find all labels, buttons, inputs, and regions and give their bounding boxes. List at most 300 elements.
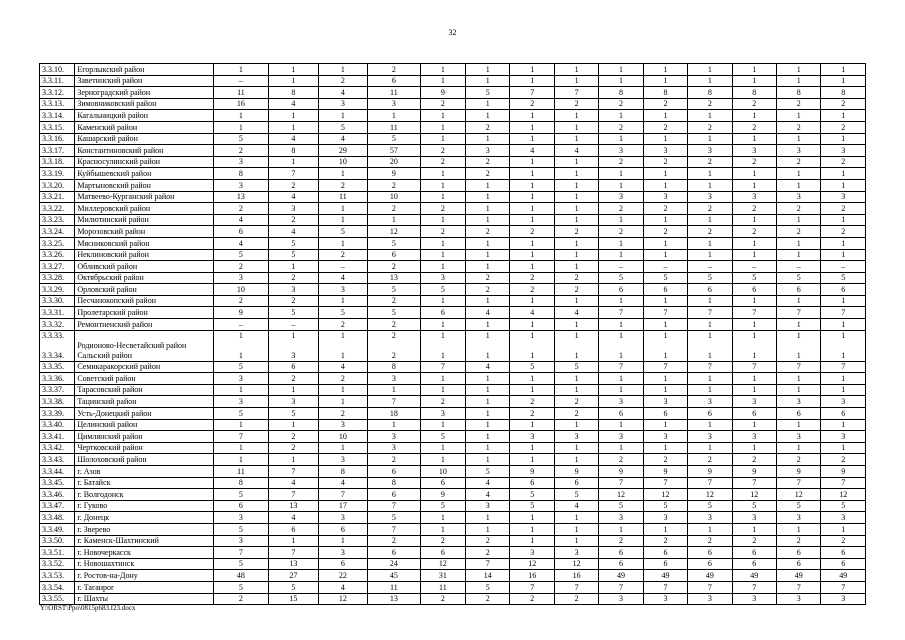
row-value-13: 9 [777,466,821,478]
row-value-9: 1 [599,133,643,145]
row-code: 3.3.39. [40,408,75,420]
row-code: 3.3.11. [40,75,75,87]
row-value-12: 3 [732,145,776,157]
row-value-3: 1 [318,442,367,454]
row-value-6: 1 [466,191,510,203]
row-code: 3.3.18. [40,156,75,168]
row-value-5: 3 [420,408,465,420]
row-value-11: 1 [688,64,732,76]
row-district-name: г. Волгодонск [75,489,213,501]
row-value-13: 3 [777,512,821,524]
row-value-1: 6 [213,226,269,238]
row-value-7: 1 [510,249,554,261]
row-value-7: 4 [510,307,554,319]
row-value-12: 6 [732,558,776,570]
row-value-14: 1 [821,168,866,180]
row-value-9: 6 [599,558,643,570]
row-value-3: 3 [318,547,367,559]
row-value-6: 1 [466,384,510,396]
table-row [40,361,866,373]
row-district-name: Целинский район [75,419,213,431]
row-value-4: 7 [368,396,421,408]
row-value-8: 5 [554,361,598,373]
row-value-5: 12 [420,558,465,570]
row-value-9: 1 [599,419,643,431]
row-value-14: 9 [821,466,866,478]
row-value-10: 2 [643,226,687,238]
row-value-13: 7 [777,581,821,593]
row-value-7: 1 [510,319,554,331]
row-value-8: 1 [554,535,598,547]
row-value-8: 7 [554,87,598,99]
row-value-1: 48 [213,570,269,582]
row-value-7: 1 [510,203,554,215]
row-value-13: 7 [777,477,821,489]
row-value-4: 45 [368,570,421,582]
row-value-11: 1 [688,168,732,180]
row-value-12: 1 [732,237,776,249]
row-value-8: 2 [554,593,598,605]
row-value-14: 1 [821,64,866,76]
row-value-5: 6 [420,547,465,559]
row-value-11: 1 [688,419,732,431]
row-value-5: 1 [420,295,465,307]
row-value-10: 1 [643,523,687,535]
row-value-13: 1 [777,133,821,145]
row-value-4: 5 [368,237,421,249]
row-value-7: 1 [510,168,554,180]
row-value-9: 9 [599,466,643,478]
row-value-6: 1 [466,319,510,331]
row-value-9: 2 [599,121,643,133]
table-row [40,87,866,99]
row-value-12: 1 [732,373,776,385]
row-value-1: – [213,75,269,87]
row-district-name: г. Донецк [75,512,213,524]
row-value-2: 2 [269,214,318,226]
row-district-name: г. Азов [75,466,213,478]
row-value-4: 5 [368,133,421,145]
row-value-8: 1 [554,249,598,261]
row-value-6: 7 [466,558,510,570]
row-value-4: 1 [368,214,421,226]
row-value-13: 3 [777,396,821,408]
row-code: 3.3.37. [40,384,75,396]
row-value-7: 1 [510,512,554,524]
row-value-5: 5 [420,431,465,443]
row-value-12: 1 [732,384,776,396]
row-value-7: 4 [510,145,554,157]
row-code: 3.3.22. [40,203,75,215]
row-value-14: 7 [821,477,866,489]
row-value-8: 1 [554,523,598,535]
row-value-13: 1 [777,419,821,431]
row-value-5: 1 [420,191,465,203]
row-value-9: 3 [599,191,643,203]
row-value-3: 1 [318,384,367,396]
row-value-3: 6 [318,523,367,535]
row-value-3: – [318,261,367,273]
row-value-8: 1 [554,203,598,215]
row-value-10: 7 [643,477,687,489]
row-value-5: 1 [420,179,465,191]
row-district-name: Шолоховский район [75,454,213,466]
row-value-11: – [688,261,732,273]
row-value-8: 1 [554,419,598,431]
row-value-6: 1 [466,442,510,454]
row-value-14: 3 [821,191,866,203]
row-value-1: 3 [213,156,269,168]
row-value-2: 8 [269,145,318,157]
row-value-5: 2 [420,156,465,168]
row-district-name: Зимовниковский район [75,98,213,110]
row-value-3: 11 [318,191,367,203]
row-value-1: 6 [213,500,269,512]
row-value-1: 5 [213,408,269,420]
table-row [40,203,866,215]
table-row [40,261,866,273]
table-row [40,295,866,307]
row-value-8: 2 [554,284,598,296]
row-value-8: 1 [554,179,598,191]
row-code: 3.3.23. [40,214,75,226]
row-value-1: 1 [213,442,269,454]
row-value-12: 1 [732,295,776,307]
row-code: 3.3.54. [40,581,75,593]
row-value-9: 1 [599,319,643,331]
row-value-13: 3 [777,593,821,605]
row-value-9: 1 [599,523,643,535]
row-value-9: 5 [599,500,643,512]
row-value-11: 12 [688,489,732,501]
row-district-name: г. Гуково [75,500,213,512]
row-value-10: 1 [643,214,687,226]
row-value-2: 4 [269,226,318,238]
row-value-1: 5 [213,558,269,570]
row-value-3: 5 [318,121,367,133]
row-value-11: 7 [688,477,732,489]
row-value-2: 7 [269,489,318,501]
row-value-11: 1 [688,373,732,385]
row-value-5: 5 [420,500,465,512]
row-value-9: 1 [599,64,643,76]
row-value-1: 1 [213,110,269,122]
table-row [40,500,866,512]
row-value-10: 7 [643,307,687,319]
row-value-2: 4 [269,477,318,489]
row-value-14: 7 [821,307,866,319]
row-value-12: – [732,261,776,273]
row-value-7: 5 [510,489,554,501]
row-value-8: 2 [554,226,598,238]
row-value-10: 6 [643,284,687,296]
row-value-9: 12 [599,489,643,501]
row-value-11: 1 [688,237,732,249]
row-value-9: 1 [599,237,643,249]
row-value-12: 2 [732,226,776,238]
row-value-7: 1 [510,75,554,87]
row-value-1: 5 [213,133,269,145]
row-value-1: 5 [213,249,269,261]
row-value-13: 1 [777,75,821,87]
row-value-3: 1 [318,168,367,180]
row-value-10: 1 [643,75,687,87]
table-row [40,319,866,331]
row-code: 3.3.52. [40,558,75,570]
row-value-9: 2 [599,98,643,110]
row-value-1: 1 [213,121,269,133]
row-value-10: 1 [643,179,687,191]
row-value-10: 6 [643,558,687,570]
row-district-name: Милютинский район [75,214,213,226]
row-value-6: 1 [466,431,510,443]
row-value-10: 3 [643,593,687,605]
row-value-3: 10 [318,156,367,168]
row-value-3: 1 [318,214,367,226]
row-value-2: 2 [269,179,318,191]
row-value-13: 1 1 [777,330,821,361]
row-value-8: 3 [554,431,598,443]
row-value-10: 1 [643,110,687,122]
row-value-12: 1 [732,214,776,226]
row-value-8: 1 [554,454,598,466]
row-code: 3.3.38. [40,396,75,408]
row-value-4: 7 [368,523,421,535]
row-value-12: 1 [732,442,776,454]
row-value-1: 2 [213,593,269,605]
row-value-9: 1 [599,384,643,396]
row-value-3: 10 [318,431,367,443]
row-value-10: 2 [643,121,687,133]
row-value-11: 1 [688,319,732,331]
row-value-10: – [643,261,687,273]
row-value-11: 2 [688,121,732,133]
row-value-6: 5 [466,87,510,99]
row-value-6: 2 [466,121,510,133]
row-code: 3.3.51. [40,547,75,559]
row-value-2: 2 [269,431,318,443]
row-value-12: 6 [732,408,776,420]
row-code: 3.3.14. [40,110,75,122]
row-value-3: 3 [318,512,367,524]
row-value-5: 6 [420,477,465,489]
table-row [40,547,866,559]
table-row [40,214,866,226]
row-district-name: Пролетарский район [75,307,213,319]
row-value-11: 7 [688,581,732,593]
row-value-5: 1 [420,523,465,535]
table-row [40,477,866,489]
row-code: 3.3.28. [40,272,75,284]
row-value-7: 1 [510,191,554,203]
row-value-11: 3 [688,431,732,443]
row-value-6: 2 [466,284,510,296]
row-value-14: 5 [821,272,866,284]
row-value-5: 1 [420,261,465,273]
row-value-4: 12 [368,226,421,238]
row-code: 3.3.50. [40,535,75,547]
data-table [39,63,866,605]
row-value-1: 7 [213,547,269,559]
row-code: 3.3.31. [40,307,75,319]
row-value-8: 7 [554,581,598,593]
row-district-name: г. Зверево [75,523,213,535]
row-value-3: 1 1 [318,330,367,361]
row-value-8: 1 [554,261,598,273]
row-value-13: 1 [777,214,821,226]
row-value-8: 1 [554,75,598,87]
row-value-1: 16 [213,98,269,110]
row-district-name: Ремонтненский район [75,319,213,331]
row-value-11: 6 [688,408,732,420]
row-value-3: 3 [318,454,367,466]
row-value-7: 1 [510,179,554,191]
row-value-3: 4 [318,133,367,145]
row-value-2: 2 [269,295,318,307]
row-value-4: 2 [368,454,421,466]
table-row [40,408,866,420]
row-value-11: 5 [688,500,732,512]
row-value-10: 2 [643,454,687,466]
row-value-14: 5 [821,500,866,512]
row-value-6: 1 [466,237,510,249]
row-value-12: 1 [732,523,776,535]
row-value-6: 1 [466,249,510,261]
row-value-3: 4 [318,272,367,284]
row-value-7: 2 [510,98,554,110]
row-code: 3.3.43. [40,454,75,466]
row-value-12: 3 [732,191,776,203]
row-value-6: 1 [466,133,510,145]
row-value-7: 2 [510,593,554,605]
row-value-7: 1 [510,237,554,249]
row-district-name: Чертковский район [75,442,213,454]
row-value-11: 2 [688,226,732,238]
row-district-name: Зерноградский район [75,87,213,99]
table-row [40,284,866,296]
table-row [40,98,866,110]
row-value-6: 1 [466,64,510,76]
row-value-2: 5 [269,307,318,319]
row-value-5: 11 [420,581,465,593]
row-value-7: 3 [510,547,554,559]
row-value-4: 3 [368,431,421,443]
row-value-2: 13 [269,558,318,570]
row-district-name: Матвеево-Курганский район [75,191,213,203]
row-value-2: 4 [269,512,318,524]
row-value-4: 3 [368,98,421,110]
row-value-7: 9 [510,466,554,478]
row-value-13: 1 [777,442,821,454]
row-value-7: 16 [510,570,554,582]
row-value-5: 1 [420,64,465,76]
row-value-13: 1 [777,373,821,385]
row-value-2: 1 [269,535,318,547]
row-value-3: 22 [318,570,367,582]
row-district-name: г. Каменск-Шахтинский [75,535,213,547]
row-value-1: 1 [213,454,269,466]
row-value-8: 1 [554,319,598,331]
row-value-11: 7 [688,361,732,373]
row-value-1: 2 [213,145,269,157]
row-value-9: 6 [599,547,643,559]
row-value-2: 7 [269,466,318,478]
row-value-10: 1 [643,295,687,307]
row-value-1: 5 [213,523,269,535]
row-value-13: 1 [777,523,821,535]
row-value-10: 3 [643,396,687,408]
row-value-2: 4 [269,133,318,145]
row-value-11: 1 [688,110,732,122]
row-value-5: 31 [420,570,465,582]
row-value-5: 3 [420,272,465,284]
row-value-12: 5 [732,272,776,284]
row-value-7: 12 [510,558,554,570]
row-value-8: 1 [554,373,598,385]
row-value-1: 5 [213,581,269,593]
row-code: 3.3.24. [40,226,75,238]
row-value-10: 2 [643,156,687,168]
row-value-11: 1 [688,249,732,261]
row-value-1: 2 [213,203,269,215]
row-value-13: 1 [777,319,821,331]
row-value-5: 2 [420,203,465,215]
row-value-2: – [269,319,318,331]
row-value-12: 2 [732,98,776,110]
row-value-13: 3 [777,145,821,157]
row-value-11: 7 [688,307,732,319]
row-value-9: 2 [599,156,643,168]
row-value-10: 1 [643,442,687,454]
row-value-9: 1 [599,168,643,180]
row-value-4: 2 [368,203,421,215]
row-value-12: 3 [732,431,776,443]
row-value-5: 10 [420,466,465,478]
row-value-12: 6 [732,284,776,296]
row-value-10: 1 [643,419,687,431]
row-value-7: 1 [510,535,554,547]
row-district-name: Неклиновский район [75,249,213,261]
row-value-10: 1 [643,384,687,396]
row-value-7: 1 1 [510,330,554,361]
row-value-8: 1 [554,110,598,122]
row-value-12: 3 [732,396,776,408]
row-value-10: 1 [643,133,687,145]
row-code: 3.3.19. [40,168,75,180]
row-value-2: 8 [269,87,318,99]
row-value-14: 7 [821,581,866,593]
row-value-1: 3 [213,272,269,284]
row-value-14: 2 [821,454,866,466]
row-value-8: 12 [554,558,598,570]
row-value-3: 2 [318,319,367,331]
row-value-14: 1 [821,249,866,261]
row-value-11: 1 [688,75,732,87]
row-value-5: 5 [420,284,465,296]
row-value-5: 7 [420,361,465,373]
row-value-5: 1 1 [420,330,465,361]
row-value-10: 8 [643,87,687,99]
row-value-3: 3 [318,98,367,110]
row-value-7: 2 [510,272,554,284]
table-row [40,64,866,76]
row-value-12: 12 [732,489,776,501]
row-value-14: 1 [821,237,866,249]
row-value-6: 2 [466,547,510,559]
row-value-2: 2 [269,373,318,385]
row-value-11: 5 [688,272,732,284]
row-value-10: 9 [643,466,687,478]
